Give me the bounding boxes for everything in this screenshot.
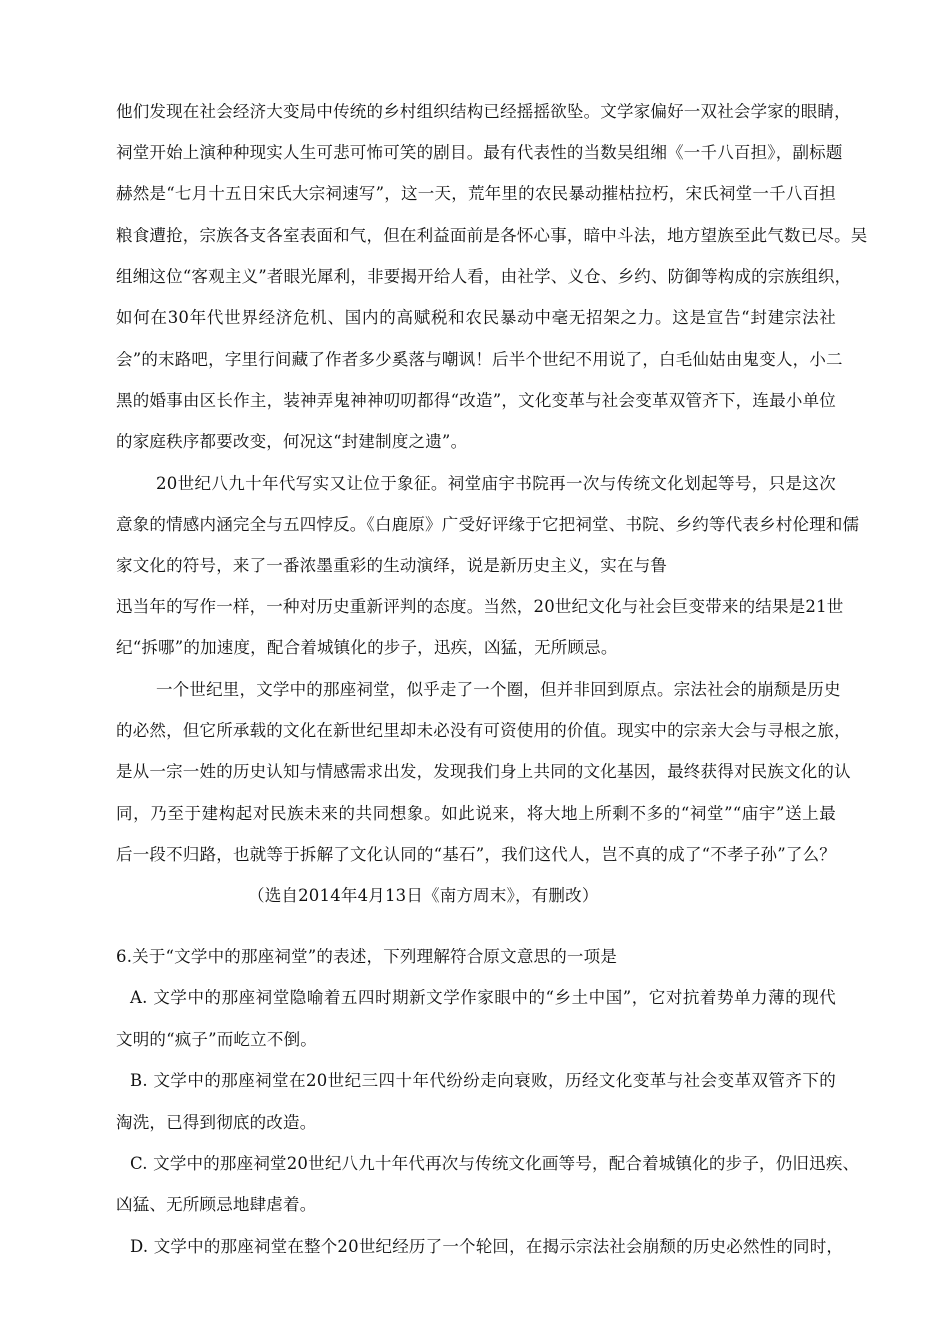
question-stem: 6.关于“文学中的那座祠堂”的表述，下列理解符合原文意思的一项是 bbox=[116, 947, 618, 966]
option-text: 淘洗，已得到彻底的改造。 bbox=[116, 1113, 317, 1132]
text-line: 的必然，但它所承载的文化在新世纪里却未必没有可资使用的价值。现实中的宗亲大会与寻根之旅， bbox=[116, 721, 851, 740]
text-line: 是从一宗一姓的历史认知与情感需求出发，发现我们身上共同的文化基因，最终获得对民族文化的认 bbox=[116, 762, 851, 781]
option-text: C. 文学中的那座祠堂20世纪八九十年代再次与传统文化画等号，配合着城镇化的步子，仍旧迅疾、 bbox=[130, 1154, 860, 1173]
text-line: 一个世纪里，文学中的那座祠堂，似乎走了一个圈，但并非回到原点。宗法社会的崩颓是历史 bbox=[156, 680, 841, 699]
text-line: 迅当年的写作一样，一种对历史重新评判的态度。当然，20世纪文化与社会巨变带来的结果是21世 bbox=[116, 597, 844, 616]
text-line: 黑的婚事由区长作主，装神弄鬼神神叨叨都得“改造”，文化变革与社会变革双管齐下，连最小单位 bbox=[116, 391, 836, 410]
text-line: 如何在30年代世界经济危机、国内的高赋税和农民暴动中毫无招架之力。这是宣告“封建宗法社 bbox=[116, 308, 836, 327]
text-line: 20世纪八九十年代写实又让位于象征。祠堂庙宇书院再一次与传统文化划起等号，只是这次 bbox=[156, 474, 836, 493]
option-text: D. 文学中的那座祠堂在整个20世纪经历了一个轮回，在揭示宗法社会崩颓的历史必然性的同时， bbox=[130, 1237, 844, 1256]
text-line: 同，乃至于建构起对民族未来的共同想象。如此说来，将大地上所剩不多的“祠堂”“庙宇”送上最 bbox=[116, 804, 836, 823]
text-line: 粮食遭抢，宗族各支各室表面和气，但在利益面前是各怀心事，暗中斗法，地方望族至此气数已尽。吴 bbox=[116, 226, 868, 245]
text-line: 会”的末路吧，字里行间藏了作者多少奚落与嘲讽！后半个世纪不用说了，白毛仙姑由鬼变人，小二 bbox=[116, 350, 843, 369]
text-line: 的家庭秩序都要改变，何况这“封建制度之遗”。 bbox=[116, 432, 468, 451]
text-line: 他们发现在社会经济大变局中传统的乡村组织结构已经摇摇欲坠。文学家偏好一双社会学家的眼睛， bbox=[116, 102, 851, 121]
source-citation: （选自2014年4月13日《南方周末》，有删改） bbox=[248, 886, 599, 905]
text-line: 后一段不归路，也就等于拆解了文化认同的“基石”，我们这代人，岂不真的成了“不孝子孙”了么？ bbox=[116, 845, 836, 864]
option-text: 文明的“疯子”而屹立不倒。 bbox=[116, 1030, 317, 1049]
option-text: 凶猛、无所顾忌地肆虐着。 bbox=[116, 1195, 317, 1214]
text-line: 纪“拆哪”的加速度，配合着城镇化的步子，迅疾，凶猛，无所顾忌。 bbox=[116, 638, 618, 657]
text-line: 意象的情感内涵完全与五四悖反。《白鹿原》广受好评缘于它把祠堂、书院、乡约等代表乡村伦理和儒 bbox=[116, 515, 860, 534]
text-line: 赫然是“七月十五日宋氏大宗祠速写”，这一天，荒年里的农民暴动摧枯拉朽，宋氏祠堂一千八百担 bbox=[116, 184, 836, 203]
text-line: 祠堂开始上演种种现实人生可悲可怖可笑的剧目。最有代表性的当数吴组缃《一千八百担》，副标题 bbox=[116, 143, 843, 162]
text-line: 家文化的符号，来了一番浓墨重彩的生动演绎，说是新历史主义，实在与鲁 bbox=[116, 556, 668, 575]
option-text: B. 文学中的那座祠堂在20世纪三四十年代纷纷走向衰败，历经文化变革与社会变革双管齐下的 bbox=[130, 1071, 836, 1090]
text-line: 组缃这位“客观主义”者眼光犀利，非要揭开给人看，由社学、义仓、乡约、防御等构成的宗族组织， bbox=[116, 267, 852, 286]
option-text: A. 文学中的那座祠堂隐喻着五四时期新文学作家眼中的“乡土中国”，它对抗着势单力薄的现代 bbox=[130, 988, 836, 1007]
